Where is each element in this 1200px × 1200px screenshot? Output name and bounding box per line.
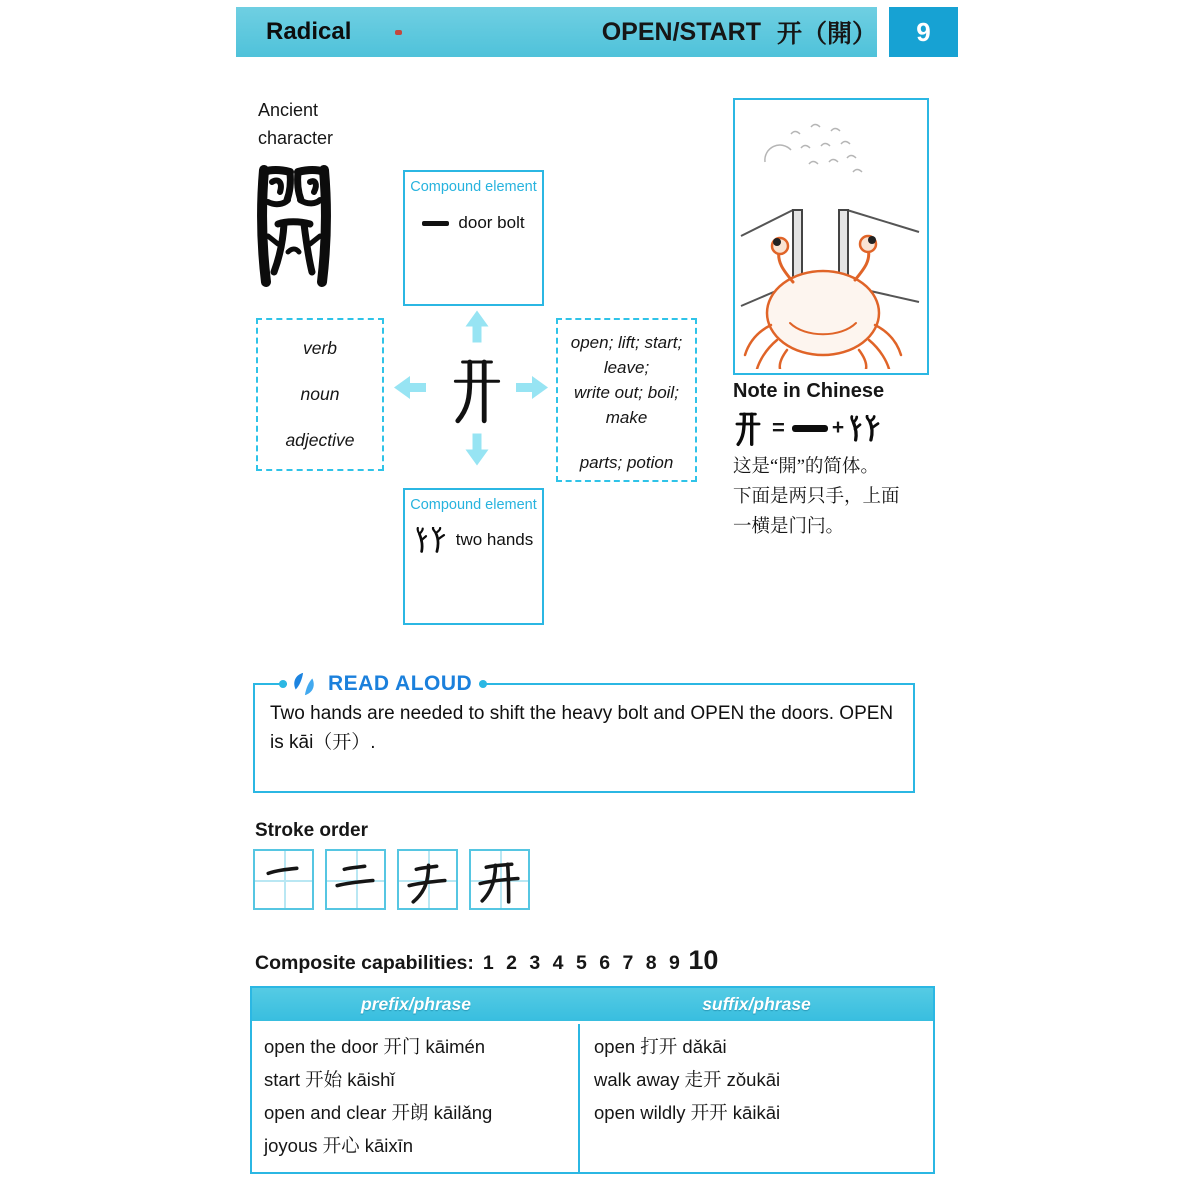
compound-element-box-door-bolt: [403, 170, 544, 306]
note-line: 下面是两只手，上面: [733, 487, 900, 507]
character-equation: [731, 408, 884, 448]
prefix-column-header: prefix/phrase: [361, 994, 471, 1014]
equation-kai-glyph: [731, 408, 765, 448]
compound-element-title: Compound element: [410, 179, 537, 195]
phrase-item: walk away 走开 zǒukāi: [594, 1069, 781, 1090]
stroke-box-4: [469, 849, 530, 910]
meaning-line: parts; potion: [579, 453, 674, 472]
line-dot: [279, 680, 287, 688]
pos-item: noun: [300, 383, 340, 404]
equation-plus: +: [831, 416, 845, 439]
read-aloud-box: [253, 672, 915, 793]
composite-capabilities: [255, 945, 718, 976]
equation-two-hands-glyph: [848, 415, 884, 442]
composite-label: Composite capabilities:: [255, 952, 474, 974]
meaning-line: leave;: [603, 358, 650, 377]
phrase-item: open wildly 开开 kāikāi: [594, 1102, 781, 1123]
read-aloud-swirl-icon: [287, 671, 321, 697]
pos-item: adjective: [285, 429, 355, 450]
meaning-line: open; lift; start;: [570, 333, 683, 352]
door-bolt-label: door bolt: [458, 213, 525, 232]
radical-yi-dash: [395, 30, 401, 35]
meaning-line: write out; boil;: [574, 383, 679, 402]
suffix-column-header: suffix/phrase: [702, 994, 811, 1014]
stroke-order-row: [253, 849, 530, 910]
arrow-left-icon: [392, 374, 428, 401]
stroke-box-1: [253, 849, 314, 910]
suffix-column: [580, 1024, 933, 1172]
parts-of-speech-box: [256, 318, 384, 471]
line-dot: [479, 680, 487, 688]
stroke-box-3: [397, 849, 458, 910]
two-hands-label: two hands: [455, 530, 534, 549]
stroke-box-2: [325, 849, 386, 910]
compound-element-title: Compound element: [410, 497, 537, 513]
crab-opening-doors-illustration: [735, 100, 923, 369]
compound-element-box-two-hands: [403, 488, 544, 625]
prefix-column: [252, 1024, 580, 1172]
stroke-glyph-1: [255, 851, 312, 908]
note-line: 这是“開”的简体。: [733, 457, 879, 477]
phrase-table: [250, 986, 935, 1174]
crab-illustration-box: [733, 98, 929, 375]
ancient-character-label: Ancient character: [258, 100, 334, 148]
read-aloud-title: READ ALOUD: [321, 672, 479, 696]
read-aloud-body: Two hands are needed to shift the heavy bolt and OPEN the doors. OPEN is kāi（开）.: [270, 703, 894, 753]
page-number: 9: [889, 7, 958, 57]
door-bolt-stroke: [422, 221, 449, 226]
meaning-line: make: [605, 408, 648, 427]
equation-equals: =: [772, 415, 785, 440]
stroke-glyph-3: [399, 851, 456, 908]
ancient-seal-character-glyph: [252, 160, 336, 293]
note-chinese-text: [733, 452, 933, 542]
header-bar: [236, 7, 877, 57]
stroke-order-title: Stroke order: [255, 820, 368, 841]
note-in-chinese-title: Note in Chinese: [733, 380, 885, 402]
composite-big-number: 10: [688, 945, 719, 975]
phrase-item: open the door 开门 kāimén: [264, 1036, 486, 1057]
meanings-box: [556, 318, 697, 482]
central-character-kai: [447, 350, 507, 433]
arrow-up-icon: [464, 309, 491, 345]
phrase-item: joyous 开心 kāixīn: [264, 1135, 414, 1156]
radical-label: Radical: [266, 18, 352, 45]
phrase-table-header: [252, 988, 933, 1024]
arrow-down-icon: [464, 432, 491, 468]
page-title-chinese: 开（開）: [776, 20, 877, 48]
stroke-glyph-4: [471, 851, 528, 908]
page-title: OPEN/START: [601, 17, 761, 46]
read-aloud-header: [279, 668, 487, 700]
phrase-item: open 打开 dǎkāi: [594, 1036, 727, 1057]
stroke-glyph-2: [327, 851, 384, 908]
pos-item: verb: [302, 338, 338, 359]
note-line: 一横是门闩。: [733, 517, 845, 537]
two-hands-glyph: [414, 527, 450, 553]
arrow-right-icon: [514, 374, 550, 401]
composite-numbers: 1 2 3 4 5 6 7 8 9: [482, 952, 684, 974]
phrase-item: start 开始 kāishǐ: [264, 1069, 395, 1090]
equation-yi-bar: [792, 425, 828, 432]
phrase-item: open and clear 开朗 kāilǎng: [264, 1102, 493, 1123]
